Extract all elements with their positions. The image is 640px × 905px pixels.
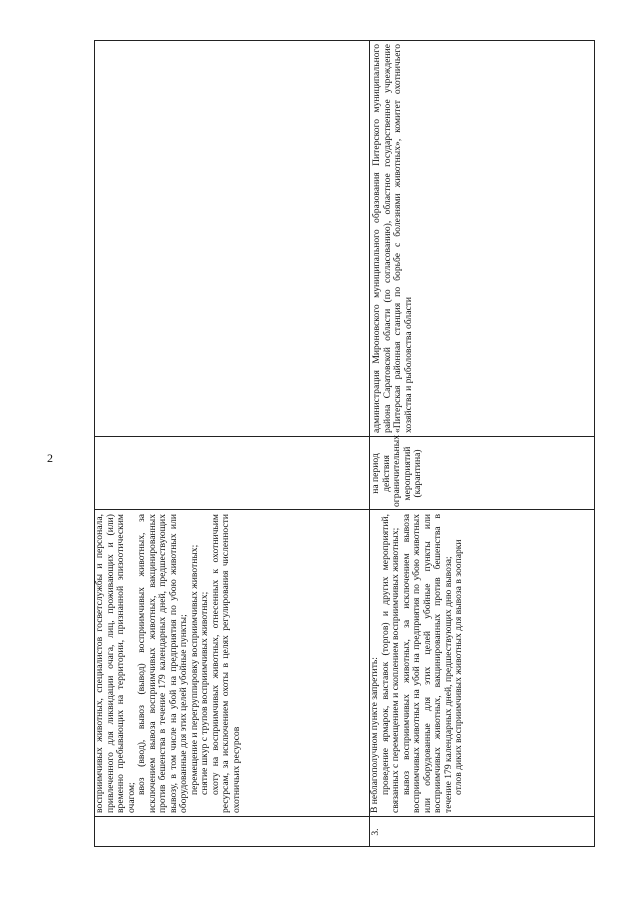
measure-paragraph: отлов диких восприимчивых животных для вывоза в зоопарки (453, 539, 464, 795)
measures-cell (369, 510, 595, 817)
measure-paragraph: ввоз (ввод), вывоз (вывод) восприимчивых животных, за исключением вывоза восприимчивых животных, вакцинированных против бешенства в течение 179 календарных дней, предшествующих вывозу, в том числе на убой на предприятия по убою животных или оборудованные для этих целей убойные пункты; (136, 514, 189, 813)
measures-cell (94, 510, 369, 817)
term-cell (94, 437, 369, 510)
measure-paragraph: охоту на восприимчивых животных, отнесенных к охотничьим ресурсам, за исключением охоты в целях регулирования численности охотничьих ресурсов (209, 514, 242, 813)
measure-paragraph: вывоз восприимчивых животных, за исключением вывоза восприимчивых животных на убой на предприятия по убою животных или оборудованные для этих целей убойные пункты или восприимчивых животных, вакцинированных против бешенства в течение 179 календарных дней, предшествующих дню вывоза; (400, 514, 454, 813)
term-cell: на период действия ограничительных мероприятий (карантина) (370, 434, 423, 507)
responsible-cell (94, 40, 369, 437)
responsible-cell: администрация Мироновского муниципального образования Питерского муниципального района Саратовской области (по согласованию), областное государственное учреждение «Питерская районная станция по борьбе с болезнями животных», комитет охотничьего хозяйства и рыболовства области (371, 44, 414, 433)
measure-paragraph: В неблагополучном пункте запретить: (369, 657, 380, 813)
measure-paragraph: восприимчивых животных, специалистов госветслужбы и персонала, привлеченного для ликвидации очага, лиц, проживающих и (или) временно пребывающих на территории, признанной эпизоотическим очагом; (94, 514, 137, 813)
row-number-cell (94, 817, 369, 847)
row-number-cell: 3. (370, 828, 381, 836)
measures-table (94, 40, 595, 847)
measure-paragraph: перемещение и перегруппировку восприимчивых животных; (188, 544, 200, 795)
measure-paragraph: проведение ярмарок, выставок (торгов) и других мероприятий, связанных с перемещением и скоплением восприимчивых животных; (379, 514, 401, 813)
measure-paragraph: снятие шкур с трупов восприимчивых животных; (199, 591, 210, 795)
page-number: 2 (47, 451, 53, 465)
